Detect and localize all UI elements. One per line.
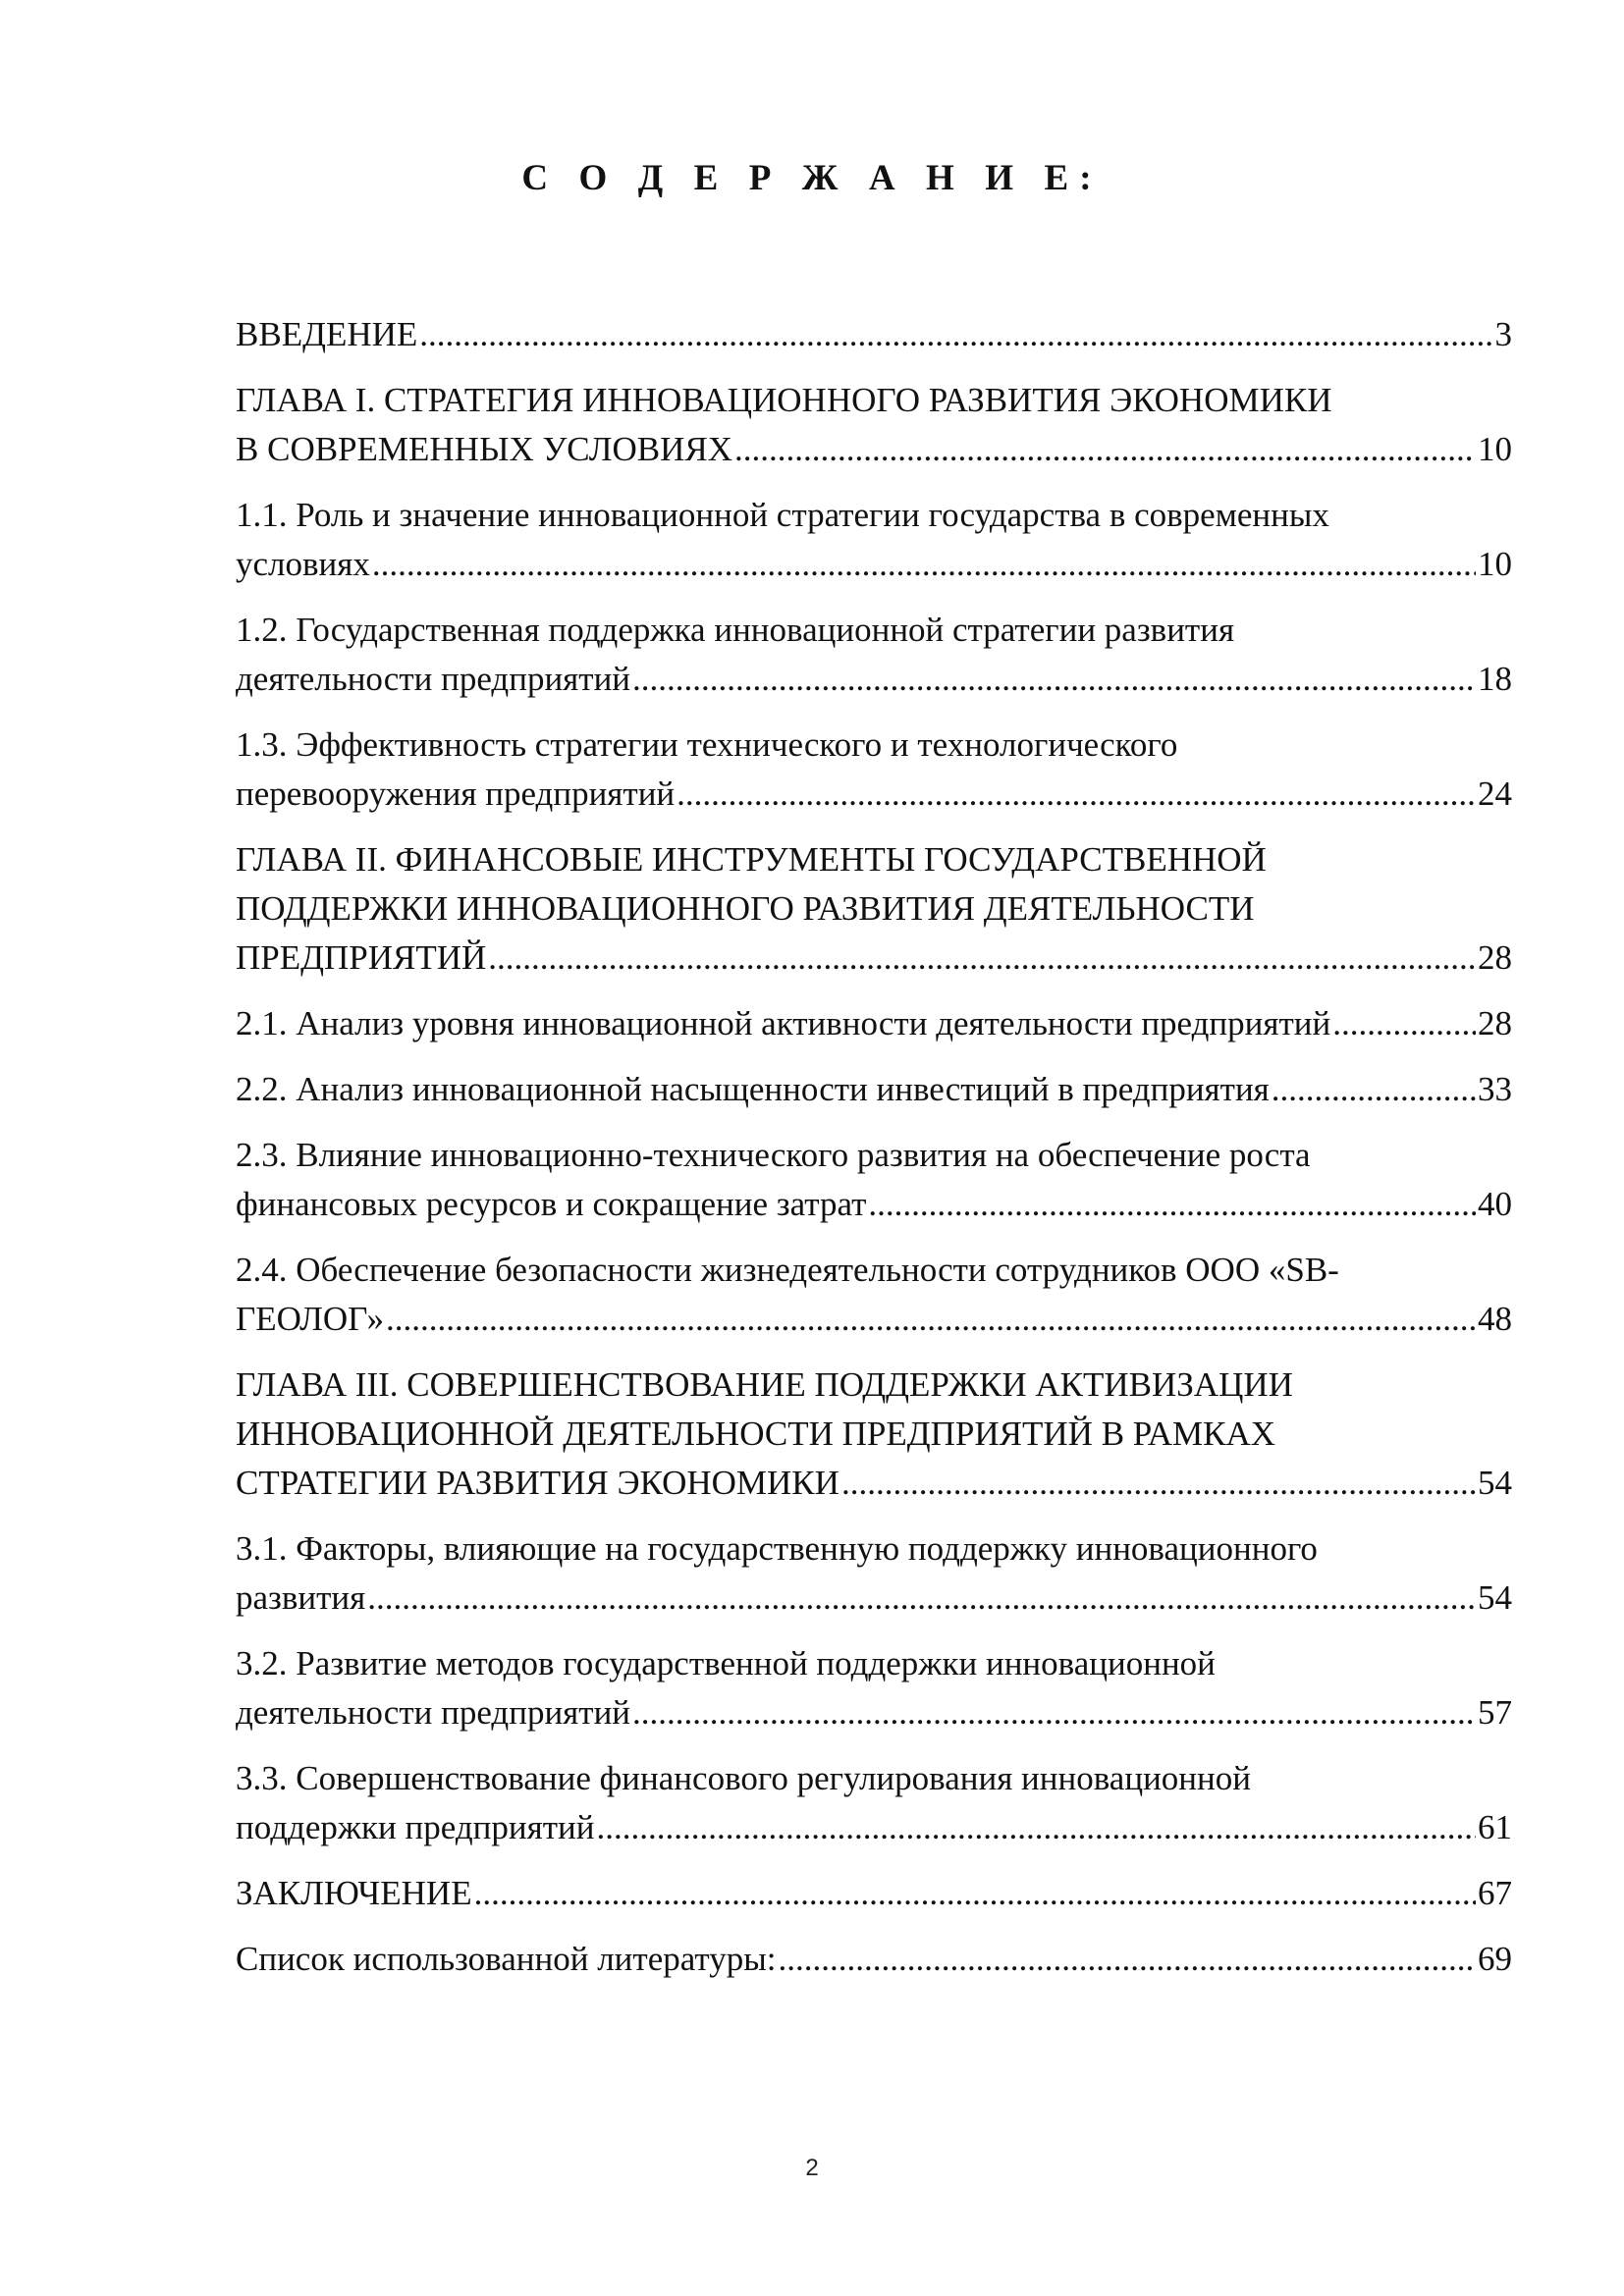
- toc-page-number: 3: [1494, 315, 1512, 353]
- toc-entry-line: 1.3. Эффективность стратегии технического и технологического: [236, 725, 1178, 764]
- toc-entry-leader-line: [236, 1803, 1512, 1852]
- toc-entry-title: 2.2. Анализ инновационной насыщенности инвестиций в предприятия: [236, 1070, 1270, 1108]
- toc-page-number: 28: [1478, 938, 1512, 977]
- toc-entry-title: 2.1. Анализ уровня инновационной активности деятельности предприятий: [236, 1004, 1331, 1042]
- toc-entry[interactable]: [236, 721, 1512, 819]
- toc-entry-line: ПОДДЕРЖКИ ИННОВАЦИОННОГО РАЗВИТИЯ ДЕЯТЕЛЬНОСТИ: [236, 889, 1255, 928]
- toc-entry-title: условиях: [236, 545, 370, 583]
- dot-leader: [778, 1935, 1476, 1984]
- dot-leader: [1332, 999, 1476, 1048]
- dot-leader: [632, 1688, 1476, 1737]
- toc-entry-line: 3.2. Развитие методов государственной поддержки инновационной: [236, 1644, 1216, 1682]
- dot-leader: [1272, 1065, 1476, 1114]
- toc-entry-title: ВВЕДЕНИЕ: [236, 315, 418, 353]
- toc-entry-line: ГЛАВА III. СОВЕРШЕНСТВОВАНИЕ ПОДДЕРЖКИ АКТИВИЗАЦИИ: [236, 1365, 1293, 1404]
- table-of-contents: [236, 310, 1512, 2001]
- toc-page-number: 40: [1478, 1185, 1512, 1223]
- dot-leader: [596, 1803, 1476, 1852]
- toc-entry-line: ГЛАВА II. ФИНАНСОВЫЕ ИНСТРУМЕНТЫ ГОСУДАРСТВЕННОЙ: [236, 840, 1267, 879]
- toc-entry-title: ГЕОЛОГ»: [236, 1300, 385, 1338]
- toc-page-number: 54: [1478, 1578, 1512, 1617]
- toc-entry[interactable]: [236, 835, 1512, 983]
- toc-page-number: 18: [1478, 660, 1512, 698]
- toc-entry-title: Список использованной литературы:: [236, 1940, 777, 1978]
- toc-entry-leader-line: [236, 1459, 1512, 1508]
- toc-entry-title: деятельности предприятий: [236, 1693, 631, 1732]
- toc-entry[interactable]: [236, 1639, 1512, 1737]
- toc-entry-line: ГЛАВА I. СТРАТЕГИЯ ИННОВАЦИОННОГО РАЗВИТИЯ ЭКОНОМИКИ: [236, 381, 1332, 419]
- page-number: 2: [805, 2155, 819, 2181]
- dot-leader: [372, 540, 1476, 589]
- toc-entry[interactable]: [236, 1361, 1512, 1508]
- toc-entry-title: перевооружения предприятий: [236, 774, 676, 813]
- toc-entry-leader-line: [236, 310, 1512, 359]
- toc-entry-line: ИННОВАЦИОННОЙ ДЕЯТЕЛЬНОСТИ ПРЕДПРИЯТИЙ В РАМКАХ: [236, 1415, 1276, 1453]
- toc-entry-leader-line: [236, 1688, 1512, 1737]
- toc-entry[interactable]: [236, 1246, 1512, 1344]
- dot-leader: [632, 655, 1476, 704]
- toc-entry-leader-line: [236, 1065, 1512, 1114]
- toc-page-number: 57: [1478, 1693, 1512, 1732]
- toc-entry-title: ЗАКЛЮЧЕНИЕ: [236, 1874, 472, 1912]
- toc-entry[interactable]: [236, 1131, 1512, 1229]
- toc-entry[interactable]: [236, 1869, 1512, 1918]
- toc-entry-leader-line: [236, 1935, 1512, 1984]
- toc-entry-line: 3.1. Факторы, влияющие на государственную поддержку инновационного: [236, 1529, 1318, 1568]
- dot-leader: [734, 425, 1476, 474]
- toc-entry-line: 2.3. Влияние инновационно-технического развития на обеспечение роста: [236, 1136, 1311, 1174]
- toc-entry[interactable]: [236, 310, 1512, 359]
- toc-entry-line: 1.1. Роль и значение инновационной стратегии государства в современных: [236, 496, 1329, 534]
- toc-entry-line: 3.3. Совершенствование финансового регулирования инновационной: [236, 1759, 1251, 1797]
- toc-page-number: 61: [1478, 1808, 1512, 1846]
- toc-page-number: 10: [1478, 545, 1512, 583]
- toc-entry-title: ПРЕДПРИЯТИЙ: [236, 938, 487, 977]
- toc-entry-title: СТРАТЕГИИ РАЗВИТИЯ ЭКОНОМИКИ: [236, 1464, 839, 1502]
- toc-page-number: 67: [1478, 1874, 1512, 1912]
- toc-entry[interactable]: [236, 1754, 1512, 1852]
- toc-entry-leader-line: [236, 934, 1512, 983]
- toc-entry-leader-line: [236, 1869, 1512, 1918]
- toc-entry-leader-line: [236, 999, 1512, 1048]
- toc-entry-line: 1.2. Государственная поддержка инновационной стратегии развития: [236, 611, 1235, 649]
- toc-entry[interactable]: [236, 1524, 1512, 1623]
- toc-entry-leader-line: [236, 540, 1512, 589]
- toc-entry[interactable]: [236, 376, 1512, 474]
- toc-entry-title: деятельности предприятий: [236, 660, 631, 698]
- toc-entry-title: развития: [236, 1578, 366, 1617]
- toc-entry-leader-line: [236, 1180, 1512, 1229]
- dot-leader: [841, 1459, 1476, 1508]
- page-title: С О Д Е Р Ж А Н И Е:: [521, 158, 1103, 198]
- dot-leader: [474, 1869, 1476, 1918]
- dot-leader: [386, 1295, 1476, 1344]
- dot-leader: [677, 770, 1476, 819]
- toc-page-number: 24: [1478, 774, 1512, 813]
- toc-page-number: 10: [1478, 430, 1512, 468]
- toc-entry-title: финансовых ресурсов и сокращение затрат: [236, 1185, 867, 1223]
- toc-entry-title: поддержки предприятий: [236, 1808, 595, 1846]
- toc-page-number: 48: [1478, 1300, 1512, 1338]
- toc-entry-leader-line: [236, 425, 1512, 474]
- toc-entry-leader-line: [236, 655, 1512, 704]
- dot-leader: [868, 1180, 1476, 1229]
- dot-leader: [419, 310, 1492, 359]
- toc-entry-leader-line: [236, 770, 1512, 819]
- dot-leader: [488, 934, 1476, 983]
- toc-page-number: 54: [1478, 1464, 1512, 1502]
- toc-entry-title: В СОВРЕМЕННЫХ УСЛОВИЯХ: [236, 430, 733, 468]
- toc-entry[interactable]: [236, 1065, 1512, 1114]
- toc-page-number: 28: [1478, 1004, 1512, 1042]
- toc-entry[interactable]: [236, 1935, 1512, 1984]
- toc-entry[interactable]: [236, 491, 1512, 589]
- toc-entry-leader-line: [236, 1295, 1512, 1344]
- toc-page-number: 69: [1478, 1940, 1512, 1978]
- toc-page-number: 33: [1478, 1070, 1512, 1108]
- toc-entry[interactable]: [236, 606, 1512, 704]
- dot-leader: [367, 1574, 1476, 1623]
- toc-entry-line: 2.4. Обеспечение безопасности жизнедеятельности сотрудников ООО «SB-: [236, 1251, 1339, 1289]
- toc-entry-leader-line: [236, 1574, 1512, 1623]
- toc-entry[interactable]: [236, 999, 1512, 1048]
